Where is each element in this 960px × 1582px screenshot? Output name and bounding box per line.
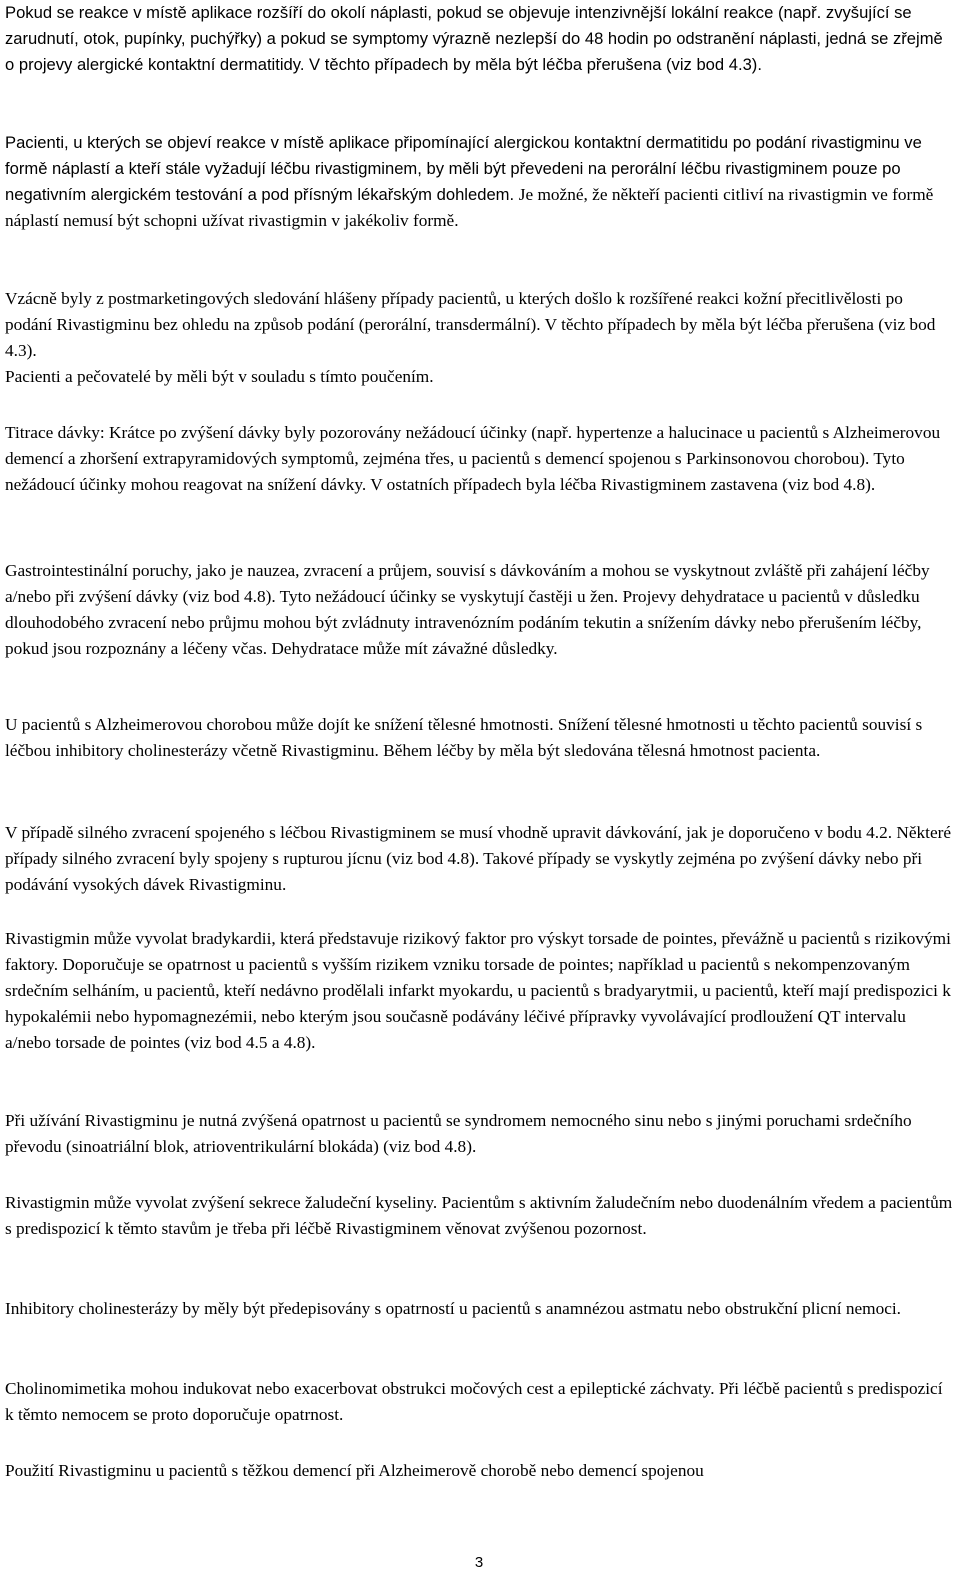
paragraph-oral-switch [5, 130, 953, 234]
paragraph-dose-titration: Titrace dávky: Krátce po zvýšení dávky byly pozorovány nežádoucí účinky (např. hypertenze a halucinace u pacientů s Alzheimerovou demencí a zhoršení extrapyramidových symptomů, zejména třes, u pacientů s demencí spojenou s Parkinsonovou chorobou). Tyto nežádoucí účinky mohou reagovat na snížení dávky. V ostatních případech byla léčba Rivastigminem zastavena (viz bod 4.8). [5, 423, 941, 494]
paragraph-bradycardia: Rivastigmin může vyvolat bradykardii, která představuje rizikový faktor pro výskyt torsade de pointes, převážně u pacientů s rizikovými faktory. Doporučuje se opatrnost u pacientů s vyšším rizikem vzniku torsade de pointes; například u pacientů s nekompenzovaným srdečním selháním, u pacientů, kteří nedávno prodělali infarkt myokardu, u pacientů s bradyarytmii, u pacientů, kteří mají predispozici k hypokalémii nebo hypomagnezémii, nebo kterým jsou současně podávány léčivé přípravky vyvolávající prodloužení QT intervalu a/nebo torsade de pointes (viz bod 4.5 a 4.8). [5, 929, 951, 1052]
paragraph-allergic-dermatitis: Pokud se reakce v místě aplikace rozšíří do okolí náplasti, pokud se objevuje intenzivnější lokální reakce (např. zvyšující se zarudnutí, otok, pupínky, puchýřky) a pokud se symptomy výrazně nezlepší do 48 hodin po odstranění náplasti, jedná se zřejmě o projevy alergické kontaktní dermatitidy. V těchto případech by měla být léčba přerušena (viz bod 4.3). [5, 3, 943, 74]
paragraph-urinary-obstruction: Cholinomimetika mohou indukovat nebo exacerbovat obstrukci močových cest a epileptické záchvaty. Při léčbě pacientů s predispozicí k těmto nemocem se proto doporučuje opatrnost. [5, 1379, 943, 1424]
paragraph-oral-switch-text: Pacienti, u kterých se objeví reakce v místě aplikace připomínající alergickou kontaktní dermatitidu po podání rivastigminu ve formě náplastí a kteří stále vyžadují léčbu rivastigminem, by měli být převedeni na perorální léčbu rivastigminem pouze po negativním alergickém testování a pod přísným lékařským dohledem. [5, 133, 922, 204]
paragraph-caregivers: Pacienti a pečovatelé by měli být v souladu s tímto poučením. [5, 367, 434, 386]
paragraph-oral-switch-note: Je možné, že někteří pacienti citliví na rivastigmin ve formě náplastí nemusí být schopni užívat rivastigmin v jakékoliv formě. [5, 185, 934, 230]
paragraph-gastrointestinal: Gastrointestinální poruchy, jako je nauzea, zvracení a průjem, souvisí s dávkováním a mohou se vyskytnout zvláště při zahájení léčby a/nebo při zvýšení dávky (viz bod 4.8). Tyto nežádoucí účinky se vyskytují častěji u žen. Projevy dehydratace u pacientů v důsledku dlouhodobého zvracení nebo průjmu mohou být zvládnuty intravenózním podáním tekutin a snížením dávky nebo přerušením léčby, pokud jsou rozpoznány a léčeny včas. Dehydratace může mít závažné důsledky. [5, 561, 930, 658]
paragraph-weight-loss: U pacientů s Alzheimerovou chorobou může dojít ke snížení tělesné hmotnosti. Snížení tělesné hmotnosti u těchto pacientů souvisí s léčbou inhibitory cholinesterázy včetně Rivastigminu. Během léčby by měla být sledována tělesná hmotnost pacienta. [5, 715, 923, 760]
page-number: 3 [474, 1554, 484, 1571]
paragraph-gastric-acid: Rivastigmin může vyvolat zvýšení sekrece žaludeční kyseliny. Pacientům s aktivním žaludečním nebo duodenálním vředem a pacientům s predispozicí k těmto stavům je třeba při léčbě Rivastigminem věnovat zvýšenou pozornost. [5, 1193, 953, 1238]
paragraph-sick-sinus: Při užívání Rivastigminu je nutná zvýšená opatrnost u pacientů se syndromem nemocného sinu nebo s jinými poruchami srdečního převodu (sinoatriální blok, atrioventrikulární blokáda) (viz bod 4.8). [5, 1111, 912, 1156]
paragraph-asthma: Inhibitory cholinesterázy by měly být předepisovány s opatrností u pacientů s anamnézou astmatu nebo obstrukční plicní nemoci. [5, 1299, 902, 1318]
paragraph-postmarketing-text: Vzácně byly z postmarketingových sledování hlášeny případy pacientů, u kterých došlo k rozšířené reakci kožní přecitlivělosti po podání Rivastigminu bez ohledu na způsob podání (perorální, transdermální). V těchto případech by měla být léčba přerušena (viz bod 4.3). [5, 289, 936, 360]
paragraph-vomiting: V případě silného zvracení spojeného s léčbou Rivastigminem se musí vhodně upravit dávkování, jak je doporučeno v bodu 4.2. Některé případy silného zvracení byly spojeny s rupturou jícnu (viz bod 4.8). Takové případy se vyskytly zejména po zvýšení dávky nebo při podávání vysokých dávek Rivastigminu. [5, 823, 952, 894]
paragraph-severe-dementia: Použití Rivastigminu u pacientů s těžkou demencí při Alzheimerově chorobě nebo demencí spojenou [5, 1461, 704, 1480]
paragraph-postmarketing [5, 286, 953, 390]
